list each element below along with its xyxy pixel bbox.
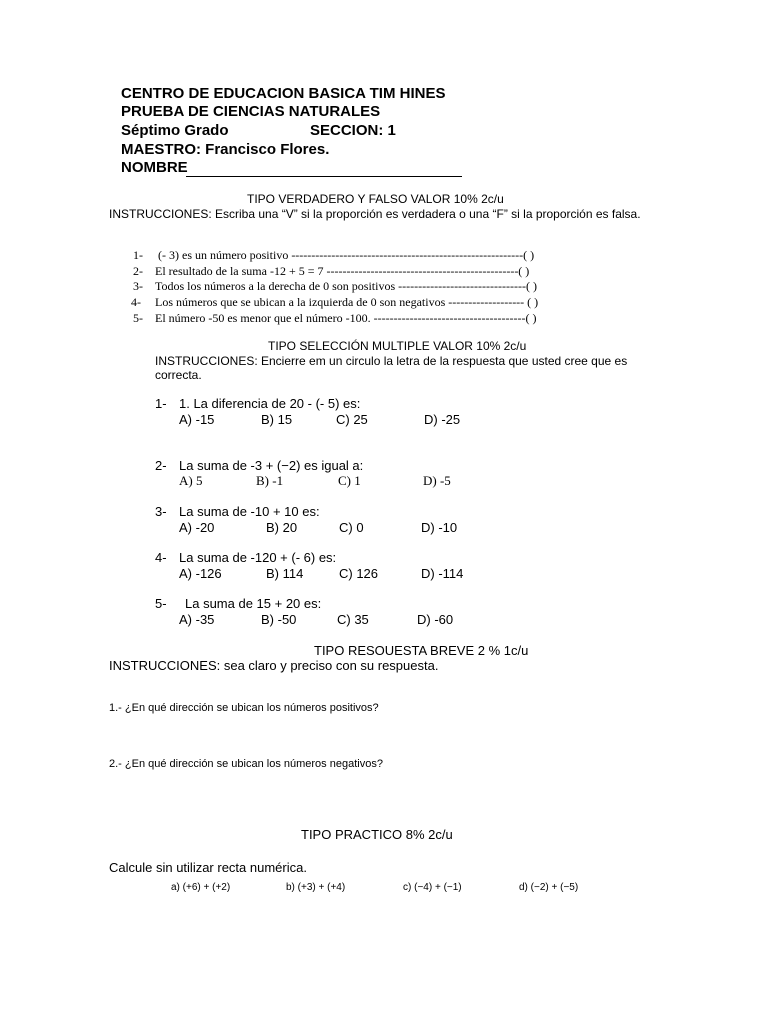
grade-label: Séptimo Grado — [121, 122, 229, 139]
mc-option-b[interactable]: B) 114 — [266, 566, 304, 581]
mc-option-a[interactable]: A) -15 — [179, 412, 215, 427]
mc-option-a[interactable]: A) -35 — [179, 612, 215, 627]
tf-item-num: 5- — [133, 311, 143, 325]
tf-section-title: TIPO VERDADERO Y FALSO VALOR 10% 2c/u — [247, 192, 504, 206]
tf-item-text: Los números que se ubican a la izquierda de 0 son negativos ------------------- ( ) — [155, 295, 539, 309]
mc-option-a[interactable]: A) -126 — [179, 566, 222, 581]
short-instructions: INSTRUCCIONES: sea claro y preciso con su respuesta. — [109, 658, 439, 673]
mc-option-d[interactable]: D) -5 — [423, 473, 451, 488]
mc-item-num: 3- — [155, 504, 167, 519]
mc-option-d[interactable]: D) -114 — [421, 566, 464, 581]
tf-item-text: (- 3) es un número positivo ----------------------------------------------------------( ) — [158, 248, 535, 262]
mc-question: La suma de -10 + 10 es: — [179, 504, 320, 519]
mc-option-d[interactable]: D) -25 — [424, 412, 461, 427]
practical-item-c: c) (−4) + (−1) — [403, 882, 462, 893]
tf-item-num: 2- — [133, 264, 143, 278]
mc-item-num: 5- — [155, 596, 167, 611]
section-label: SECCION: 1 — [310, 122, 396, 139]
name-label: NOMBRE — [121, 159, 188, 176]
tf-item-num: 1- — [133, 248, 143, 262]
mc-item-num: 4- — [155, 550, 167, 565]
mc-option-b[interactable]: B) -1 — [256, 473, 284, 488]
mc-instructions: INSTRUCCIONES: Encierre em un circulo la letra de la respuesta que usted cree que es correcta. — [155, 354, 628, 382]
mc-option-b[interactable]: B) -50 — [261, 612, 297, 627]
name-blank-line[interactable] — [186, 176, 462, 177]
mc-option-c[interactable]: C) 1 — [338, 473, 361, 488]
tf-item-num: 4- — [131, 295, 141, 309]
mc-option-d[interactable]: D) -10 — [421, 520, 458, 535]
test-title: PRUEBA DE CIENCIAS NATURALES — [121, 103, 381, 120]
tf-instructions: INSTRUCCIONES: Escriba una “V” si la proporción es verdadera o una “F” si la proporción es falsa. — [109, 207, 641, 221]
tf-item-text: El resultado de la suma -12 + 5 = 7 ------------------------------------------------( ) — [155, 264, 530, 278]
mc-question: La suma de -120 + (- 6) es: — [179, 550, 337, 565]
practical-instructions: Calcule sin utilizar recta numérica. — [109, 860, 307, 875]
school-name: CENTRO DE EDUCACION BASICA TIM HINES — [121, 85, 446, 102]
mc-option-b[interactable]: B) 20 — [266, 520, 298, 535]
short-question-2: 2.- ¿En qué dirección se ubican los números negativos? — [109, 758, 383, 770]
short-section-title: TIPO RESOUESTA BREVE 2 % 1c/u — [314, 643, 529, 658]
mc-option-c[interactable]: C) 25 — [336, 412, 368, 427]
mc-option-c[interactable]: C) 35 — [337, 612, 369, 627]
practical-section-title: TIPO PRACTICO 8% 2c/u — [301, 827, 453, 842]
mc-option-a[interactable]: A) -20 — [179, 520, 215, 535]
mc-section-title: TIPO SELECCIÓN MULTIPLE VALOR 10% 2c/u — [268, 339, 527, 353]
practical-item-b: b) (+3) + (+4) — [286, 882, 346, 893]
short-question-1: 1.- ¿En qué dirección se ubican los números positivos? — [109, 702, 379, 714]
mc-item-num: 2- — [155, 458, 167, 473]
practical-item-d: d) (−2) + (−5) — [519, 882, 579, 893]
mc-item-num: 1- — [155, 396, 167, 411]
mc-option-a[interactable]: A) 5 — [179, 473, 203, 488]
mc-option-d[interactable]: D) -60 — [417, 612, 454, 627]
mc-option-c[interactable]: C) 0 — [339, 520, 364, 535]
practical-item-a: a) (+6) + (+2) — [171, 882, 231, 893]
mc-question: La suma de -3 + (−2) es igual a: — [179, 458, 364, 473]
teacher-label: MAESTRO: Francisco Flores. — [121, 141, 330, 158]
mc-question: 1. La diferencia de 20 - (- 5) es: — [179, 396, 361, 411]
tf-item-num: 3- — [133, 279, 143, 293]
tf-item-text: El número -50 es menor que el número -100. --------------------------------------( ) — [155, 311, 537, 325]
mc-question: La suma de 15 + 20 es: — [185, 596, 322, 611]
mc-option-c[interactable]: C) 126 — [339, 566, 379, 581]
tf-item-text: Todos los números a la derecha de 0 son positivos --------------------------------( ) — [155, 279, 537, 293]
mc-option-b[interactable]: B) 15 — [261, 412, 293, 427]
